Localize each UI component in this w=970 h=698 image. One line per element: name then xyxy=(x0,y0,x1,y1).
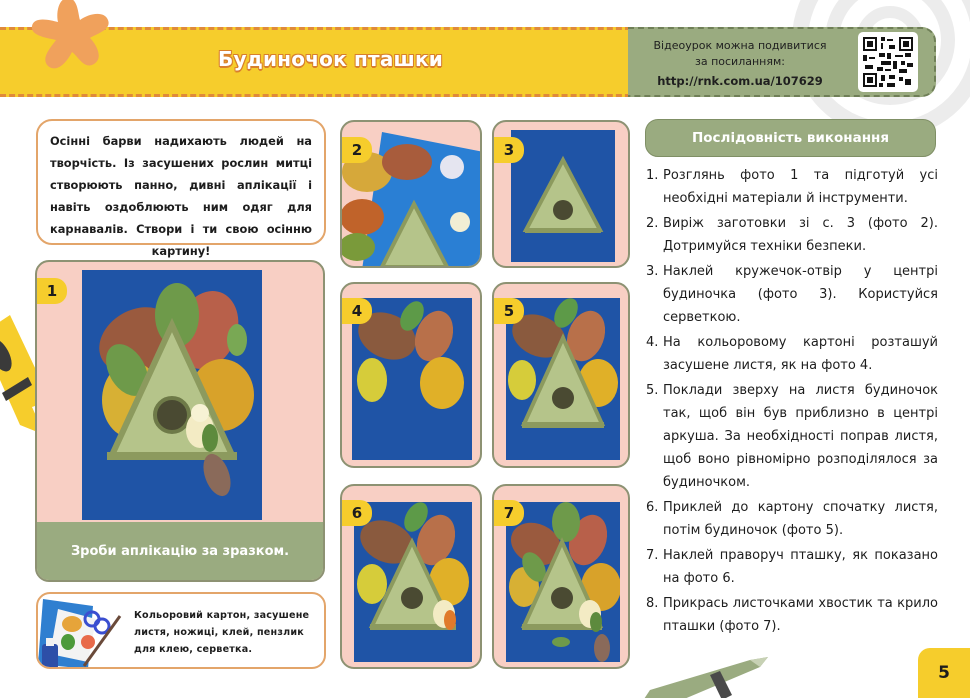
intro-text: Осінні барви надихають людей на творчість. Із засушених рослин митці створюють панно, дивні аплікації і навіть оздоблюють ним одяг для карнавалів. Створи і ти свою осінню картину! xyxy=(50,134,312,258)
photo-card-4 xyxy=(340,282,482,468)
step-item xyxy=(646,260,938,329)
step-text: Розглянь фото 1 та підготуй усі необхідні матеріали й інструменти. xyxy=(663,168,938,206)
step-text: Прикрась листочками хвостик та крило пташки (фото 7). xyxy=(663,596,938,634)
craft-supplies-icon xyxy=(38,594,128,669)
step-item xyxy=(646,164,938,210)
photo-5-image xyxy=(506,298,620,460)
photo-card-3 xyxy=(492,120,630,268)
photo-card-1 xyxy=(35,260,325,582)
step-item xyxy=(646,331,938,377)
finished-birdhouse-artwork xyxy=(506,502,620,662)
photo-card-2 xyxy=(340,120,482,268)
photo-2-number-badge: 2 xyxy=(342,137,372,163)
photo-card-5 xyxy=(492,282,630,468)
birdhouse-artwork xyxy=(82,270,262,520)
step-text: Наклей кружечок-отвір у центрі будиночка (фото 3). Користуйся серветкою. xyxy=(663,264,938,325)
materials-box xyxy=(36,592,326,669)
photo-6-number-badge: 6 xyxy=(342,500,372,526)
step-number: 8. xyxy=(646,596,659,611)
step-number: 7. xyxy=(646,548,659,563)
photo-3-number-badge: 3 xyxy=(494,137,524,163)
page-number: 5 xyxy=(918,648,970,698)
step-text: На кольоровому картоні розташуй засушене листя, як на фото 4. xyxy=(663,335,938,373)
photo-card-7 xyxy=(492,484,630,669)
birdhouse-artwork xyxy=(511,130,615,262)
steps-title: Послідовність виконання xyxy=(645,119,936,157)
leaves-artwork xyxy=(352,298,472,460)
step-item xyxy=(646,379,938,494)
step-number: 1. xyxy=(646,168,659,183)
flower-decoration xyxy=(28,0,112,74)
materials-text: Кольоровий картон, засушене листя, ножиці, клей, пензлик для клею, серветка. xyxy=(134,610,310,655)
photo-7-number-badge: 7 xyxy=(494,500,524,526)
photo-4-image xyxy=(352,298,472,460)
photo-1-number-badge: 1 xyxy=(37,278,67,304)
photo-7-image xyxy=(506,502,620,662)
photo-3-image xyxy=(511,130,615,262)
step-number: 5. xyxy=(646,383,659,398)
page-title: Будиночок пташки xyxy=(218,47,443,71)
photo-4-number-badge: 4 xyxy=(342,298,372,324)
step-item xyxy=(646,592,938,638)
step-item xyxy=(646,544,938,590)
birdhouse-artwork xyxy=(506,298,620,460)
video-line-2: за посиланням: xyxy=(695,55,785,68)
step-number: 4. xyxy=(646,335,659,350)
video-url-link[interactable]: http://rnk.com.ua/107629 xyxy=(657,74,823,88)
qr-code-icon xyxy=(863,37,913,87)
birdhouse-with-bird-artwork xyxy=(354,502,472,662)
photo-1-caption: Зроби аплікацію за зразком. xyxy=(37,522,323,580)
photo-card-6 xyxy=(340,484,482,669)
video-line-1: Відеоурок можна подивитися xyxy=(653,39,827,52)
step-text: Поклади зверху на листя будиночок так, щоб він був приблизно в центрі аркуша. За необхідності поправ листя, щоб воно рівномірно розподілялося за будиночком. xyxy=(663,383,938,490)
steps-list xyxy=(646,164,938,640)
qr-code[interactable] xyxy=(858,32,918,92)
step-number: 6. xyxy=(646,500,659,515)
photo-6-image xyxy=(354,502,472,662)
green-crayon-decoration xyxy=(640,655,780,698)
step-item xyxy=(646,496,938,542)
photo-5-number-badge: 5 xyxy=(494,298,524,324)
step-number: 3. xyxy=(646,264,659,279)
step-text: Виріж заготовки зі с. 3 (фото 2). Дотримуйся техніки безпеки. xyxy=(663,216,938,254)
video-link-text xyxy=(640,38,840,89)
photo-1-image xyxy=(82,270,262,520)
step-text: Наклей праворуч пташку, як показано на фото 6. xyxy=(663,548,938,586)
intro-text-box xyxy=(36,119,326,258)
step-item xyxy=(646,212,938,258)
step-number: 2. xyxy=(646,216,659,231)
step-text: Приклей до картону спочатку листя, потім будиночок (фото 5). xyxy=(663,500,938,538)
